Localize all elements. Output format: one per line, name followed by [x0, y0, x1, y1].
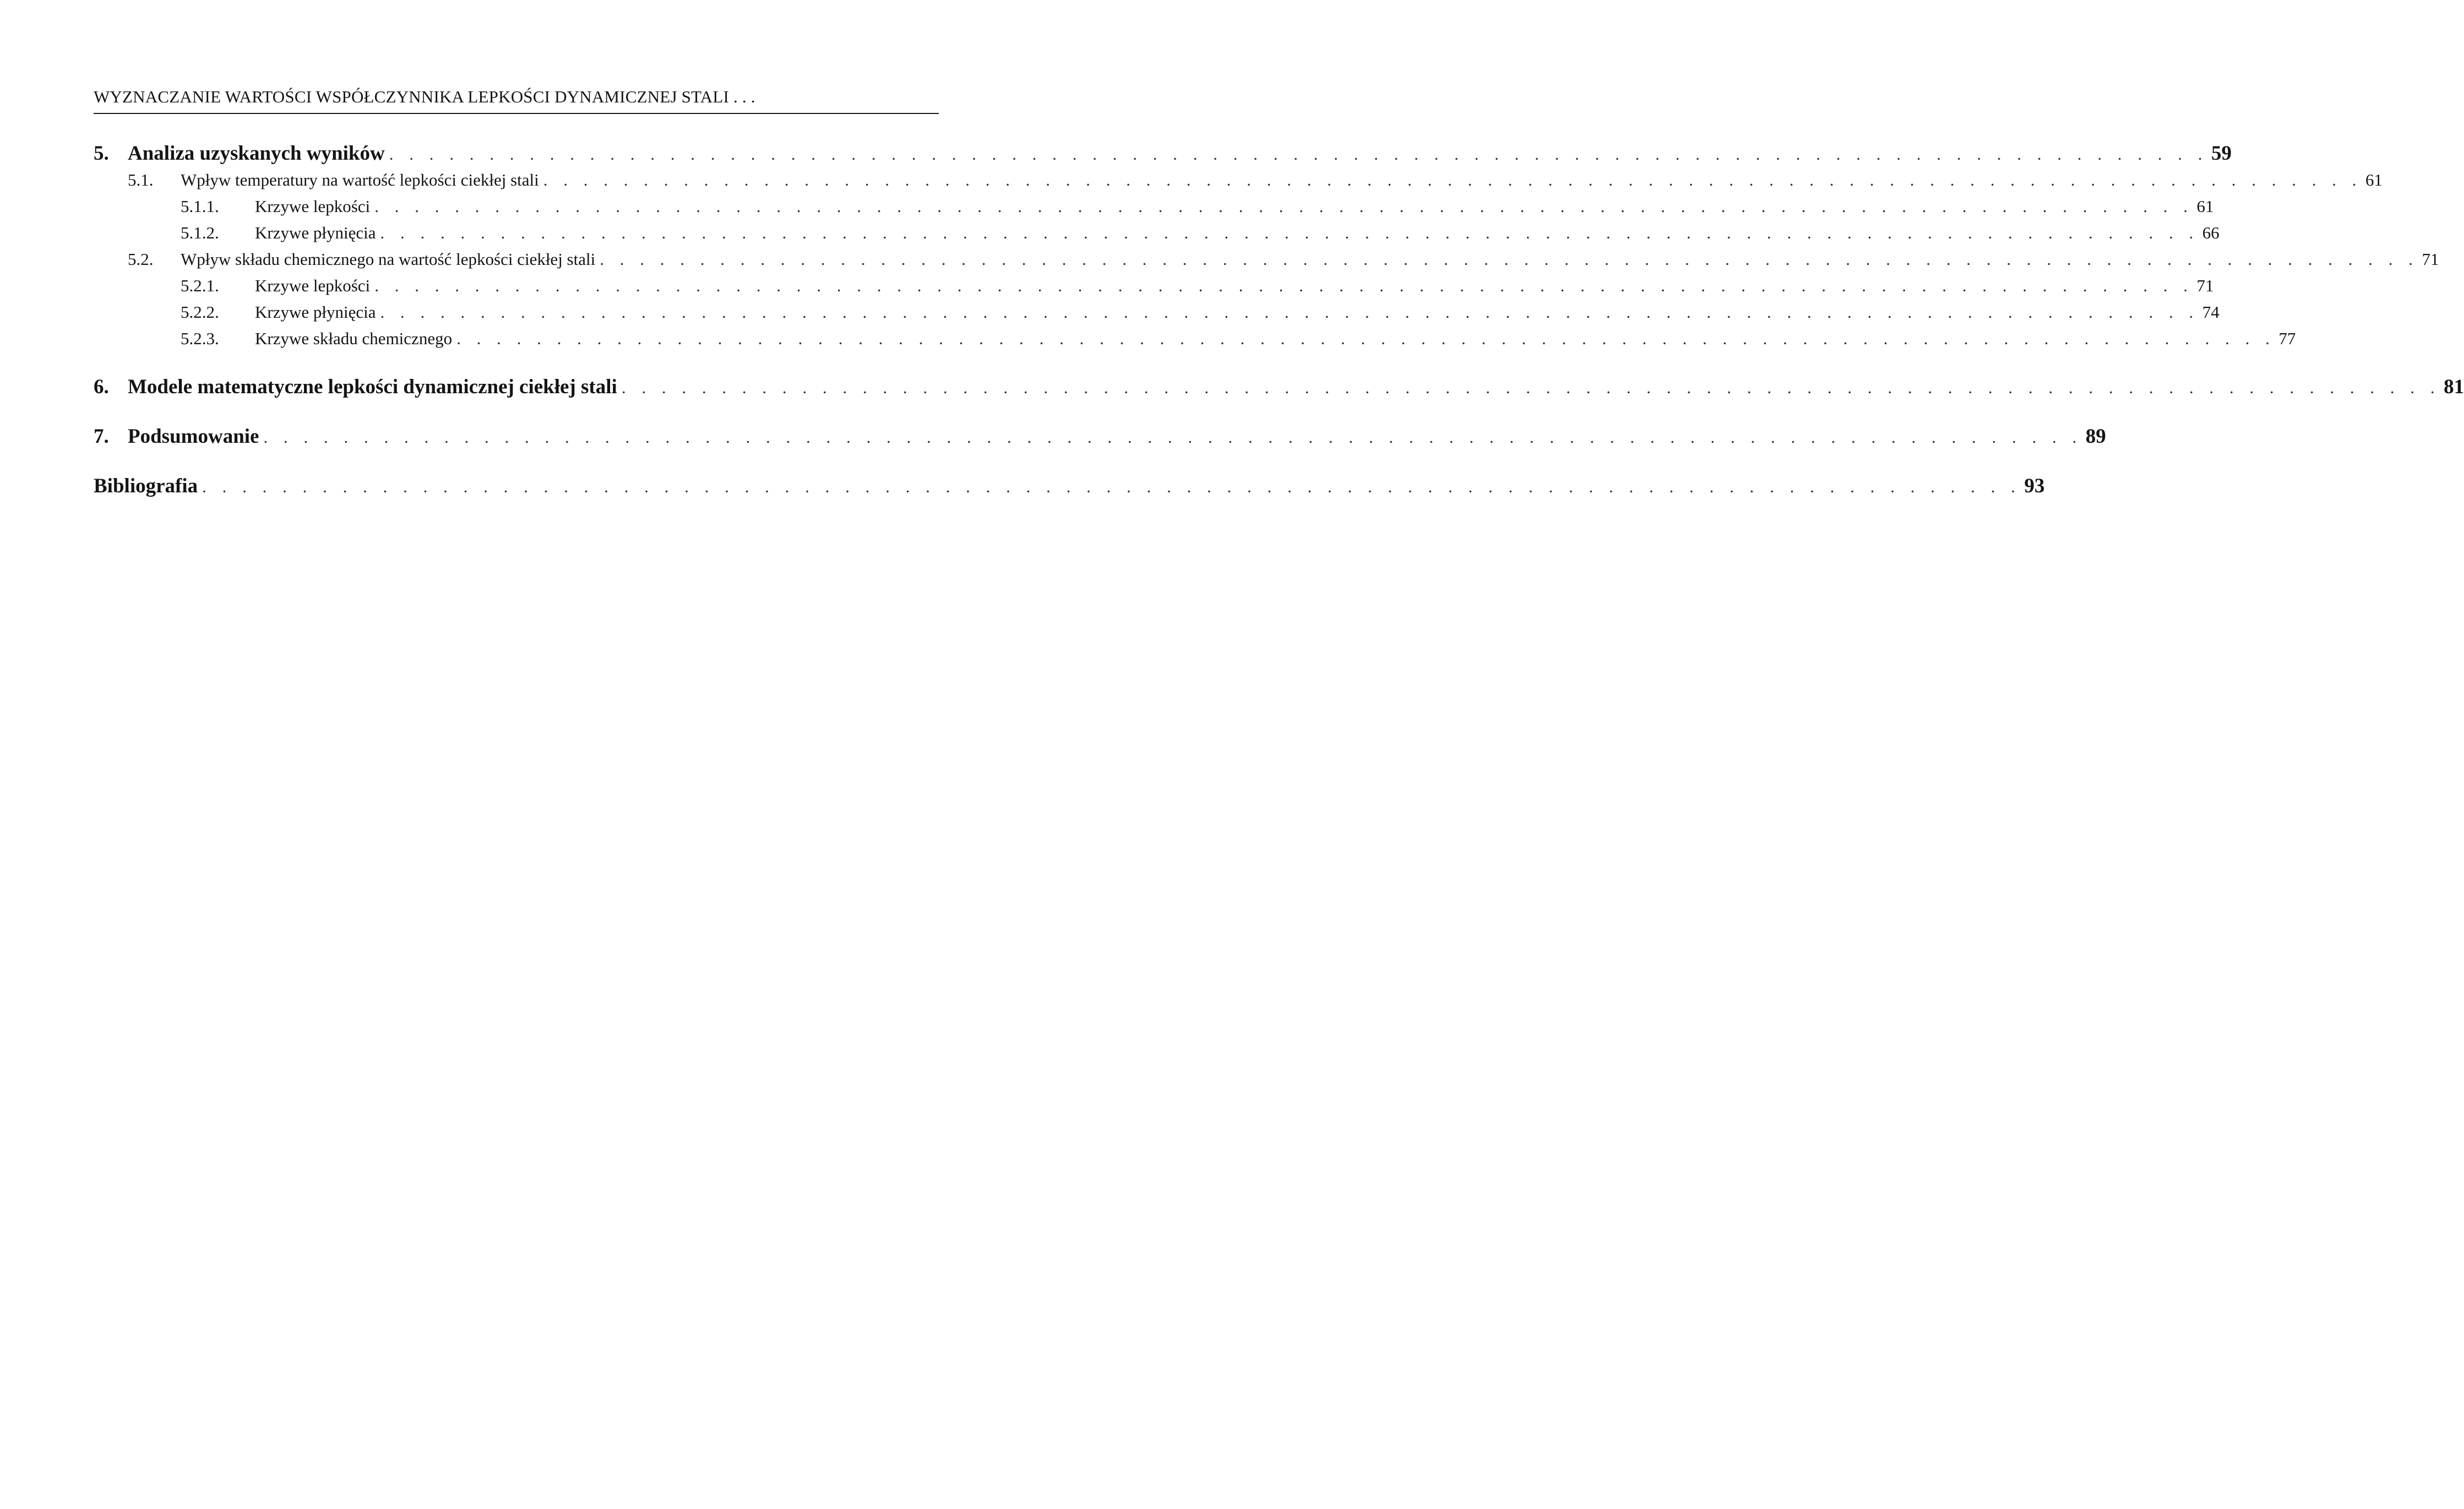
header-rule — [94, 113, 939, 114]
toc-entry-page: 81 — [2444, 376, 2464, 398]
toc-entry-section-5-1[interactable] — [94, 170, 2383, 190]
running-header: WYZNACZANIE WARTOŚCI WSPÓŁCZYNNIKA LEPKOŚCI DYNAMICZNEJ STALI . . . — [94, 87, 755, 106]
toc-entry-page: 61 — [2365, 170, 2383, 189]
toc-entry-title: Wpływ temperatury na wartość lepkości ciekłej stali — [181, 170, 539, 189]
toc-entry-title: Krzywe lepkości — [255, 197, 371, 216]
toc-entry-subsection-5-2-1[interactable] — [94, 276, 2214, 296]
toc-leader: . . . . . . . . . . . . . . . . . . . . . . . . . . . . . . . . . . . . . . . . . . . . . . . . . . . . . . . . . . . . . . . . . . . . . . . . . . . . . . . . . . . . . . . . . . . — [621, 378, 2441, 397]
toc-entry-title: Analiza uzyskanych wyników — [128, 142, 385, 165]
toc-entry-title: Modele matematyczne lepkości dynamicznej ciekłej stali — [128, 376, 617, 398]
toc-entry-chapter-6[interactable] — [94, 375, 2464, 399]
toc-entry-page: 89 — [2085, 425, 2106, 448]
toc-entry-number: 6. — [94, 376, 109, 398]
toc-entry-section-5-2[interactable] — [94, 249, 2439, 269]
toc-entry-title: Wpływ składu chemicznego na wartość lepkości ciekłej stali — [181, 249, 596, 269]
toc-leader: . . . . . . . . . . . . . . . . . . . . . . . . . . . . . . . . . . . . . . . . . . . . . . . . . . . . . . . . . . . . . . . . . . . . . . . . . . . . . . . . . . . . . . . . . . . — [380, 223, 2199, 242]
toc-leader: . . . . . . . . . . . . . . . . . . . . . . . . . . . . . . . . . . . . . . . . . . . . . . . . . . . . . . . . . . . . . . . . . . . . . . . . . . . . . . . . . . . . . . . . . . . — [389, 144, 2208, 164]
toc-entry-title: Krzywe lepkości — [255, 276, 371, 295]
toc-entry-page: 93 — [2024, 475, 2045, 497]
toc-entry-title: Bibliografia — [94, 475, 198, 497]
toc-entry-number: 5.1.1. — [181, 197, 219, 216]
toc-entry-title: Krzywe płynięcia — [255, 302, 376, 322]
toc-entry-page: 59 — [2211, 142, 2232, 165]
toc-entry-number: 5. — [94, 142, 109, 165]
toc-leader: . . . . . . . . . . . . . . . . . . . . . . . . . . . . . . . . . . . . . . . . . . . . . . . . . . . . . . . . . . . . . . . . . . . . . . . . . . . . . . . . . . . . . . . . . . . — [456, 329, 2276, 348]
toc-entry-number: 5.1. — [128, 170, 154, 189]
toc-entry-title: Krzywe składu chemicznego — [255, 329, 453, 348]
toc-leader: . . . . . . . . . . . . . . . . . . . . . . . . . . . . . . . . . . . . . . . . . . . . . . . . . . . . . . . . . . . . . . . . . . . . . . . . . . . . . . . . . . . . . . . . . . . — [263, 427, 2082, 447]
toc-entry-subsection-5-1-1[interactable] — [94, 197, 2214, 216]
toc-leader: . . . . . . . . . . . . . . . . . . . . . . . . . . . . . . . . . . . . . . . . . . . . . . . . . . . . . . . . . . . . . . . . . . . . . . . . . . . . . . . . . . . . . . . . . . . — [374, 276, 2194, 295]
toc-entry-number: 5.2.3. — [181, 329, 219, 348]
toc-entry-chapter-5[interactable] — [94, 142, 2232, 165]
toc-leader: . . . . . . . . . . . . . . . . . . . . . . . . . . . . . . . . . . . . . . . . . . . . . . . . . . . . . . . . . . . . . . . . . . . . . . . . . . . . . . . . . . . . . . . . . . . — [543, 170, 2363, 189]
toc-entry-number: 5.2. — [128, 249, 154, 269]
toc-entry-page: 61 — [2196, 197, 2214, 216]
toc-leader: . . . . . . . . . . . . . . . . . . . . . . . . . . . . . . . . . . . . . . . . . . . . . . . . . . . . . . . . . . . . . . . . . . . . . . . . . . . . . . . . . . . . . . . . . . . — [600, 249, 2419, 269]
toc-entry-chapter-7[interactable] — [94, 425, 2106, 448]
toc-entry-subsection-5-2-3[interactable] — [94, 329, 2296, 349]
toc-entry-bibliography[interactable] — [94, 474, 2045, 498]
toc-entry-page: 71 — [2422, 249, 2439, 269]
toc-entry-page: 71 — [2196, 276, 2214, 295]
toc-entry-number: 5.1.2. — [181, 223, 219, 242]
toc-leader: . . . . . . . . . . . . . . . . . . . . . . . . . . . . . . . . . . . . . . . . . . . . . . . . . . . . . . . . . . . . . . . . . . . . . . . . . . . . . . . . . . . . . . . . . . . — [202, 477, 2021, 496]
toc-entry-number: 5.2.1. — [181, 276, 219, 295]
toc-leader: . . . . . . . . . . . . . . . . . . . . . . . . . . . . . . . . . . . . . . . . . . . . . . . . . . . . . . . . . . . . . . . . . . . . . . . . . . . . . . . . . . . . . . . . . . . — [374, 197, 2194, 216]
toc-leader: . . . . . . . . . . . . . . . . . . . . . . . . . . . . . . . . . . . . . . . . . . . . . . . . . . . . . . . . . . . . . . . . . . . . . . . . . . . . . . . . . . . . . . . . . . . — [380, 302, 2199, 322]
toc-entry-title: Podsumowanie — [128, 425, 259, 448]
toc-entry-subsection-5-1-2[interactable] — [94, 223, 2220, 243]
toc-entry-page: 74 — [2202, 302, 2220, 322]
toc-entry-subsection-5-2-2[interactable] — [94, 302, 2220, 322]
toc-entry-page: 66 — [2202, 223, 2220, 242]
toc-entry-number: 5.2.2. — [181, 302, 219, 322]
toc-entry-page: 77 — [2278, 329, 2296, 348]
toc-entry-number: 7. — [94, 425, 109, 448]
toc-entry-title: Krzywe płynięcia — [255, 223, 376, 242]
